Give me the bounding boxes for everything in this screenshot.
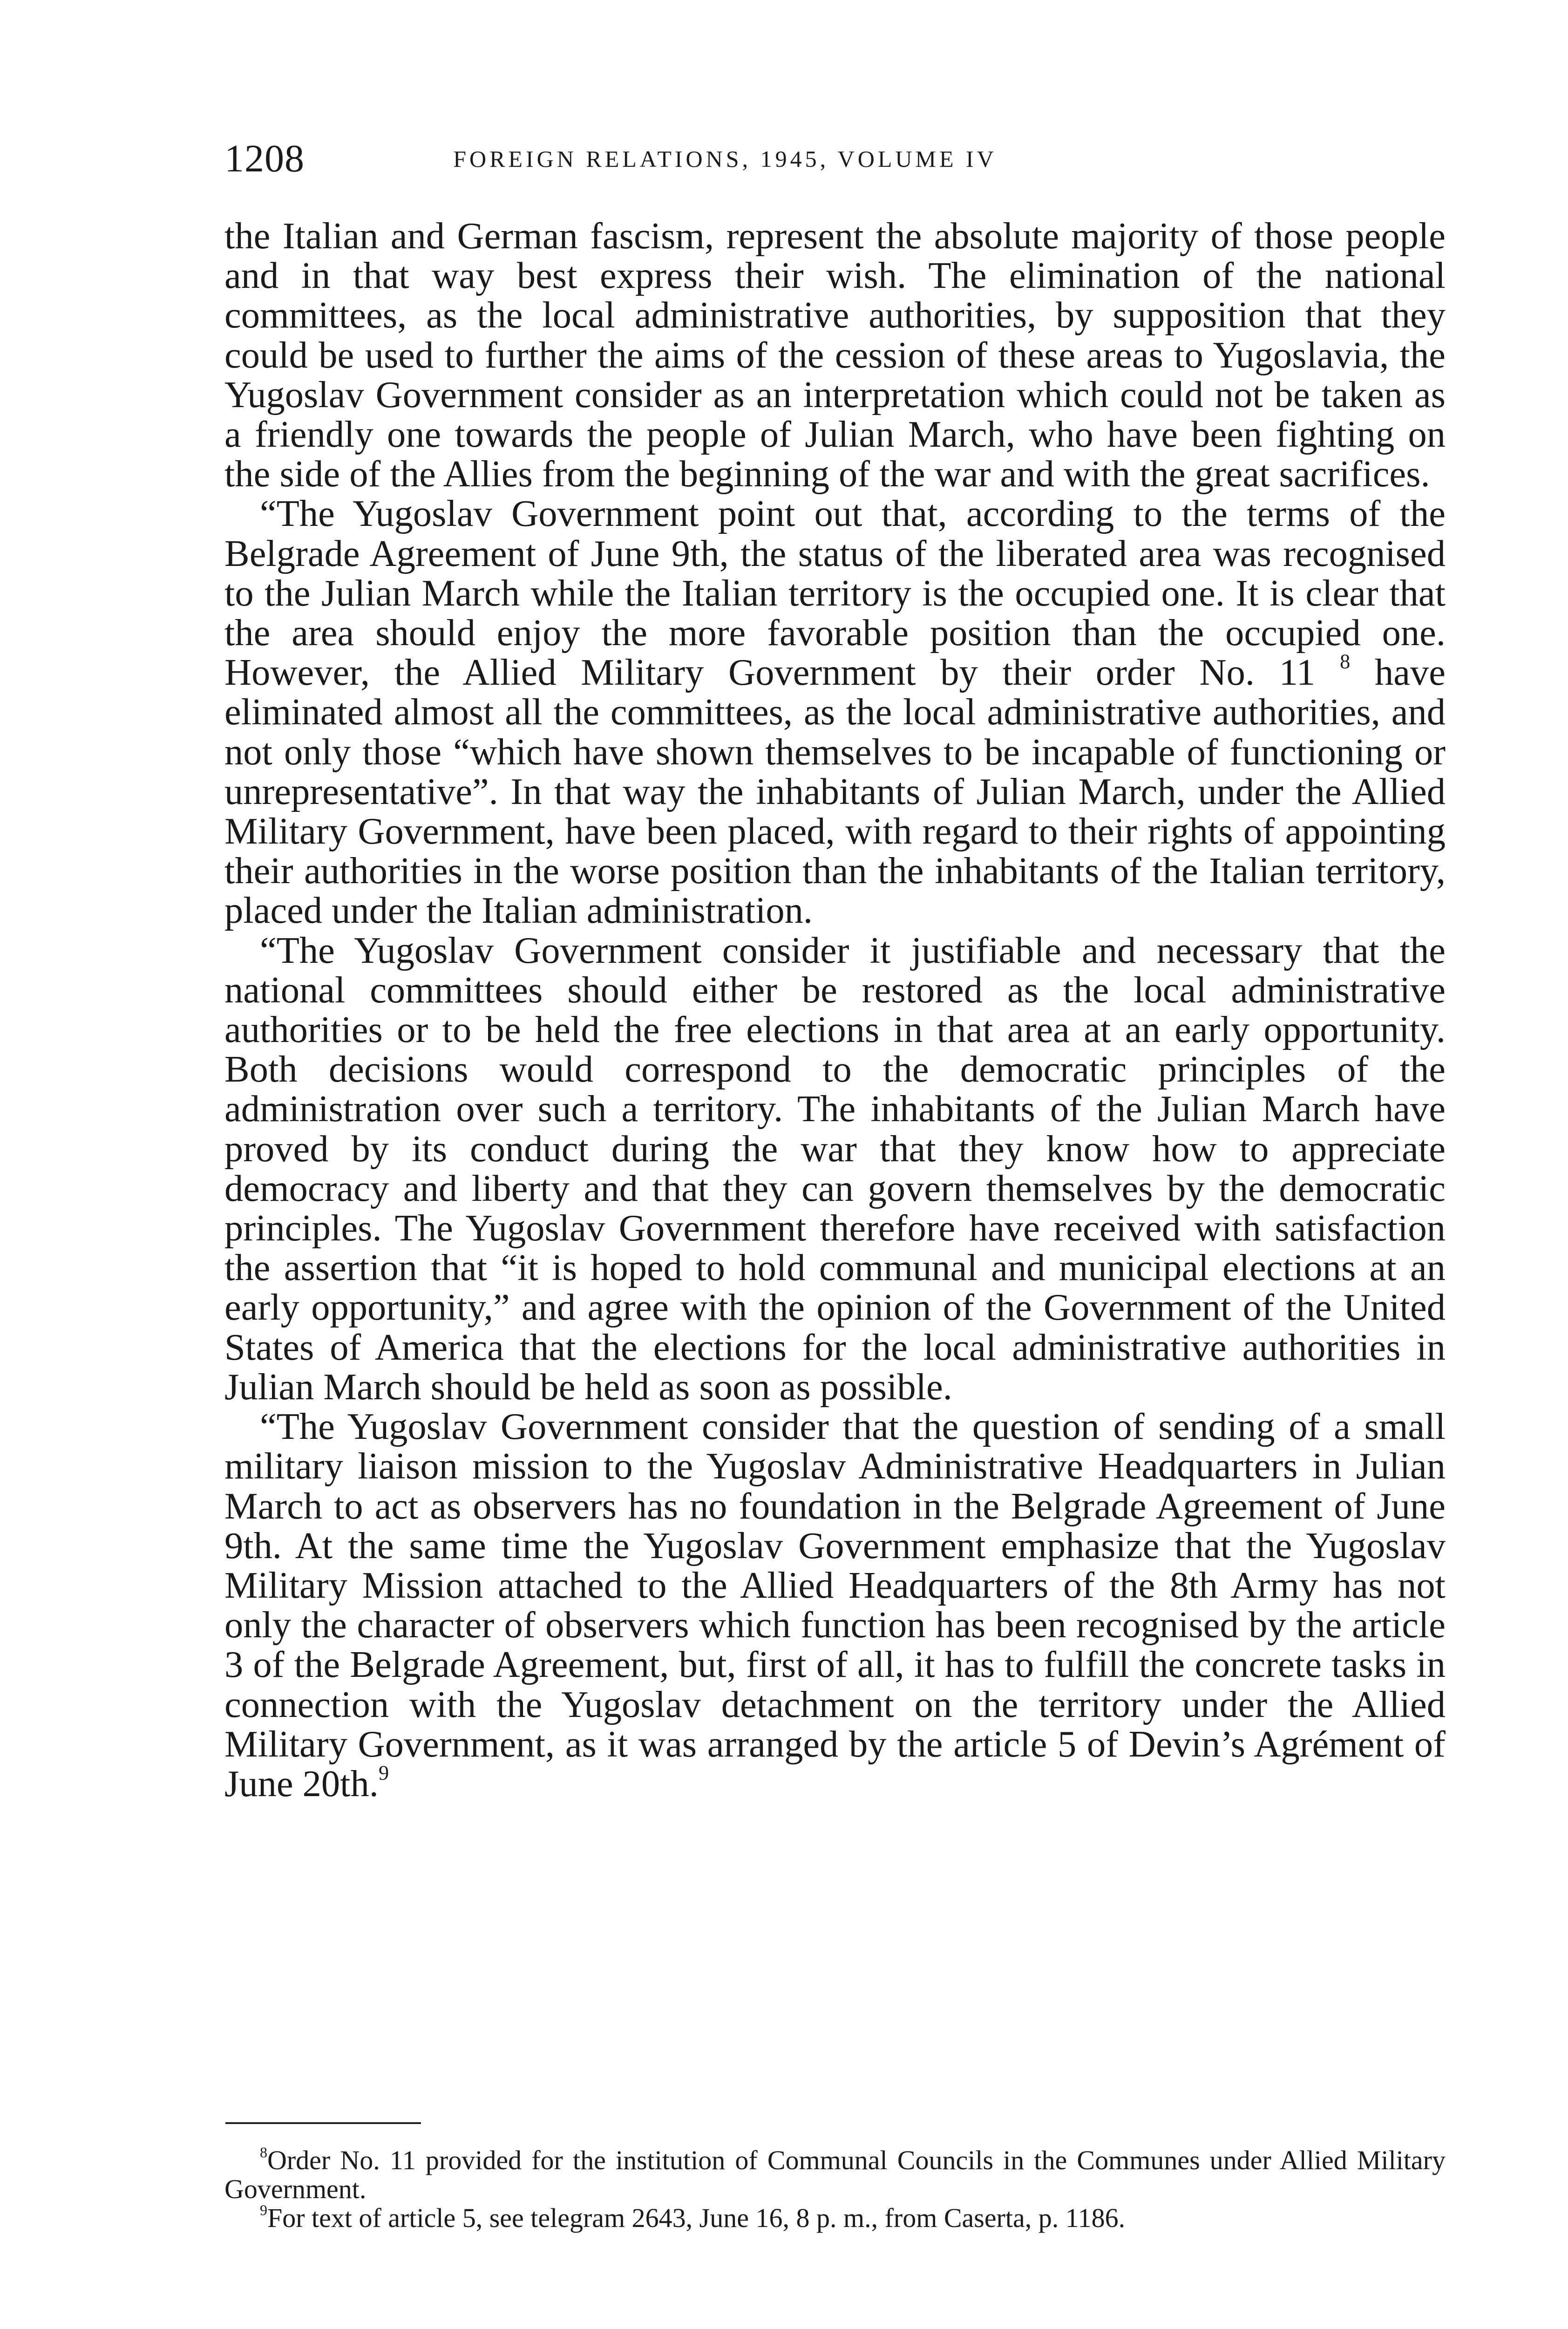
paragraph-4 [224, 1407, 1446, 1804]
paragraph-2-continuation: have eliminated almost all the committees, as the local administrative authorities, and not only those “which have shown themselves to be incapable of functioning or unrepresentative”. In that way the inhabitants of Julian March, under the Allied Military Government, have been placed, with regard to their rights of appointing their authorities in the worse position than the inhabitants of the Italian territory, placed under the Italian administration. [224, 652, 1446, 932]
paragraph-3-text: “The Yugoslav Government consider it justifiable and necessary that the national committees should either be restored as the local administrative authorities or to be held the free elections in that area at an early opportunity. Both decisions would correspond to the democratic principles of the administration over such a territory. The inhabitants of the Julian March have proved by its conduct during the war that they know how to appreciate democracy and liberty and that they can govern themselves by the democratic principles. The Yugoslav Government therefore have received with satisfaction the assertion that “it is hoped to hold communal and municipal elections at an early opportunity,” and agree with the opinion of the Government of the United States of America that the elections for the local administrative authorities in Julian March should be held as soon as possible. [224, 929, 1446, 1408]
page-number: 1208 [224, 137, 305, 180]
footnote-9-marker: 9 [260, 2202, 267, 2219]
footnote-9-text: For text of article 5, see telegram 2643, June 16, 8 p. m., from Caserta, p. 1186. [267, 2203, 1126, 2233]
paragraph-1-text: the Italian and German fascism, represent the absolute majority of those people and in that way best express their wish. The elimination of the national committees, as the local administrative authorities, by supposition that they could be used to further the aims of the cession of these areas to Yugoslavia, the Yugoslav Government consider as an interpretation which could not be taken as a friendly one towards the people of Julian March, who have been fighting on the side of the Allies from the beginning of the war and with the great sacrifices. [224, 215, 1446, 495]
body-text [224, 216, 1446, 1804]
footnote-ref-9: 9 [378, 1761, 389, 1784]
paragraph-2 [224, 494, 1446, 930]
running-head: FOREIGN RELATIONS, 1945, VOLUME IV [453, 146, 997, 172]
paragraph-1 [224, 216, 1446, 494]
footnote-8 [224, 2146, 1446, 2204]
footnotes [224, 2146, 1446, 2233]
paragraph-4-text: “The Yugoslav Government consider that the question of sending of a small military liaison mission to the Yugoslav Administrative Headquarters in Julian March to act as observers has no foundation in the Belgrade Agreement of June 9th. At the same time the Yugoslav Government emphasize that the Yugoslav Military Mission attached to the Allied Headquarters of the 8th Army has not only the character of observers which function has been recognised by the article 3 of the Belgrade Agreement, but, first of all, it has to fulfill the concrete tasks in connection with the Yugoslav detachment on the territory under the Allied Military Government, as it was arranged by the article 5 of Devin’s Agrément of June 20th. [224, 1406, 1446, 1805]
page-header [224, 133, 1226, 184]
footnote-8-text: Order No. 11 provided for the institution of Communal Councils in the Communes under Allied Military Government. [224, 2145, 1446, 2204]
footnote-8-marker: 8 [260, 2144, 267, 2161]
paragraph-3 [224, 931, 1446, 1407]
paragraph-2-text: “The Yugoslav Government point out that, according to the terms of the Belgrade Agreement of June 9th, the status of the liberated area was recognised to the Julian March while the Italian territory is the occupied one. It is clear that the area should enjoy the more favorable position than the occupied one. However, the Allied Military Government by their order No. 11 [224, 493, 1446, 694]
footnote-9 [224, 2204, 1446, 2233]
footnote-rule [225, 2122, 421, 2124]
footnote-ref-8: 8 [1340, 650, 1351, 673]
